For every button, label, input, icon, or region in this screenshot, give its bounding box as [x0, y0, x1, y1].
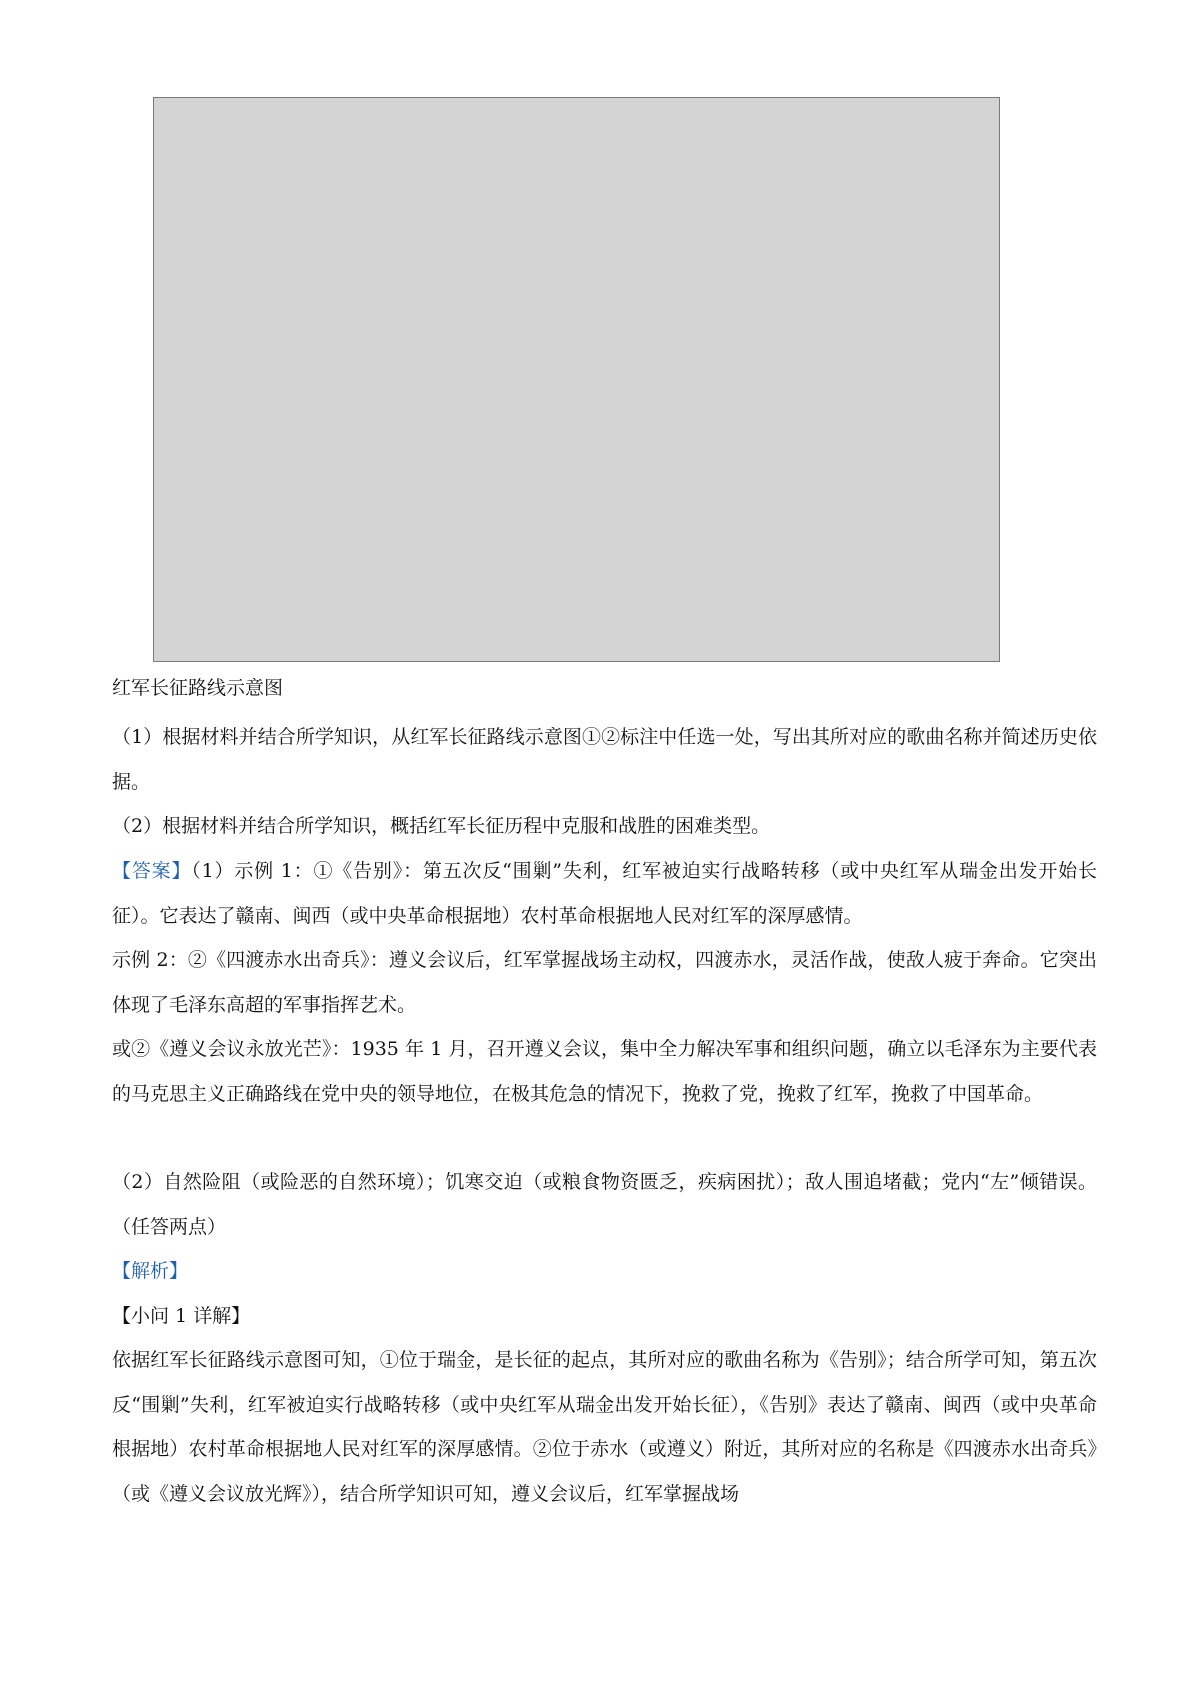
figure-caption: 红军长征路线示意图 — [112, 677, 284, 699]
answer-alternative: 或②《遵义会议永放光芒》：1935 年 1 月，召开遵义会议，集中全力解决军事和组织问题，确立以毛泽东为主要代表的马克思主义正确路线在党中央的领导地位，在极其危急的情况下，挽救了党，挽救了红军，挽救了中国革命。 — [112, 1038, 1097, 1105]
question-2: （2）根据材料并结合所学知识，概括红军长征历程中克服和战胜的困难类型。 — [112, 815, 771, 837]
answer-example-2: 示例 2：②《四渡赤水出奇兵》：遵义会议后，红军掌握战场主动权，四渡赤水，灵活作战，使敌人疲于奔命。它突出体现了毛泽东高超的军事指挥艺术。 — [112, 949, 1097, 1016]
question-1: （1）根据材料并结合所学知识，从红军长征路线示意图①②标注中任选一处，写出其所对应的歌曲名称并简述历史依据。 — [112, 726, 1097, 793]
answer-block — [112, 849, 1097, 938]
analysis-tag: 【解析】 — [112, 1260, 189, 1282]
analysis-detail: 依据红军长征路线示意图可知，①位于瑞金，是长征的起点，其所对应的歌曲名称为《告别》；结合所学可知，第五次反“围剿”失利，红军被迫实行战略转移（或中央红军从瑞金出发开始长征），《告别》表达了赣南、闽西（或中央革命根据地）农村革命根据地人民对红军的深厚感情。②位于赤水（或遵义）附近，其所对应的名称是《四渡赤水出奇兵》（或《遵义会议放光辉》），结合所学知识可知，遵义会议后，红军掌握战场 — [112, 1349, 1097, 1505]
answer-tag: 【答案】 — [112, 860, 192, 882]
sub-question-heading: 【小问 1 详解】 — [112, 1305, 251, 1327]
answer-example-1: （1）示例 1：①《告别》：第五次反“围剿”失利，红军被迫实行战略转移（或中央红军从瑞金出发开始长征）。它表达了赣南、闽西（或中央革命根据地）农村革命根据地人民对红军的深厚感情。 — [112, 860, 1097, 927]
long-march-map-placeholder — [153, 97, 1000, 662]
answer-2: （2）自然险阻（或险恶的自然环境）；饥寒交迫（或粮食物资匮乏，疾病困扰）；敌人围追堵截；党内“左”倾错误。（任答两点） — [112, 1171, 1097, 1238]
